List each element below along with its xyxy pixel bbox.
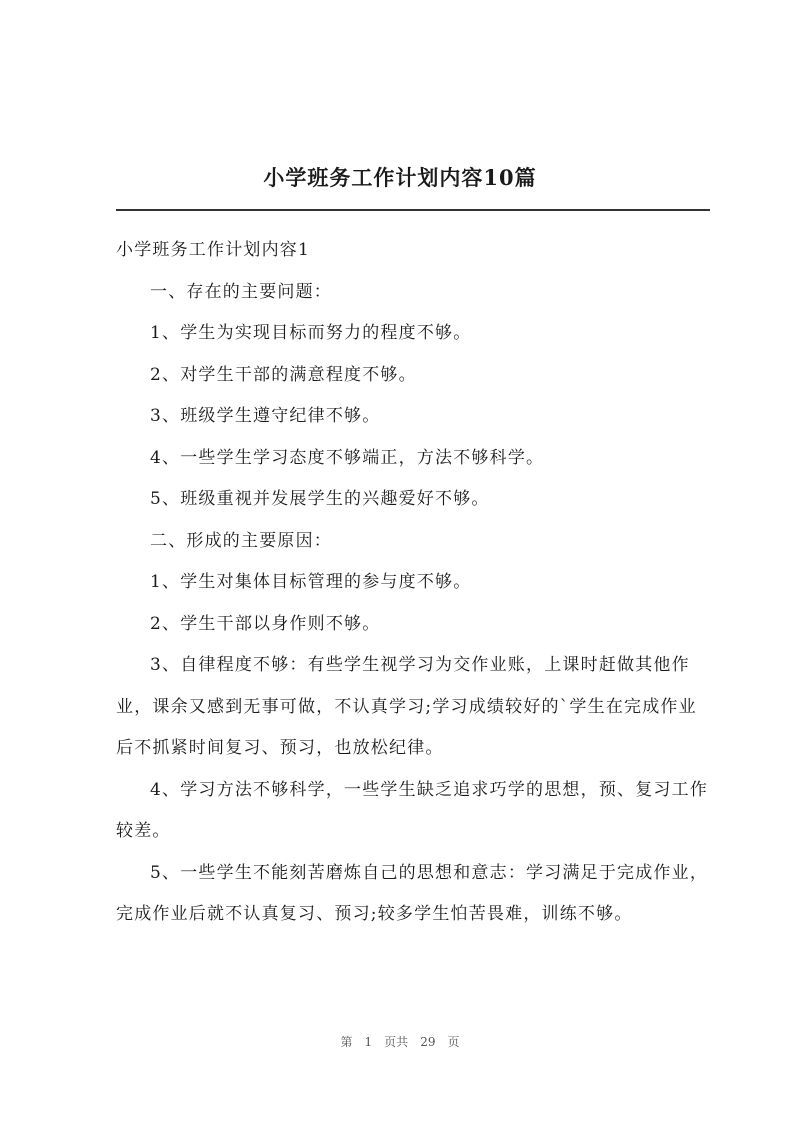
footer-prefix: 第 [340,1035,353,1049]
footer-suffix: 页 [447,1035,460,1049]
paragraph: 3、班级学生遵守纪律不够。 [150,406,381,426]
document-body [116,230,710,936]
paragraph: 二、形成的主要原因： [150,530,332,551]
paragraph: 5、一些学生不能刻苦磨炼自己的思想和意志：学习满足于完成作业，完成作业后就不认真复习、预习;较多学生怕苦畏难，训练不够。 [116,862,709,924]
paragraph: 2、对学生干部的满意程度不够。 [150,364,417,385]
paragraph: 2、学生干部以身作则不够。 [150,613,381,634]
footer-total-pages: 29 [420,1035,436,1049]
page-footer [0,1033,800,1050]
paragraph: 3、自律程度不够：有些学生视学习为交作业账，上课时赶做其他作业，课余又感到无事可做，不认真学习;学习成绩较好的`学生在完成作业后不抓紧时间复习、预习，也放松纪律。 [116,655,697,758]
section-heading: 小学班务工作计划内容1 [116,240,311,260]
paragraph: 4、学习方法不够科学，一些学生缺乏追求巧学的思想，预、复习工作较差。 [116,779,709,841]
title-divider [116,209,710,211]
paragraph: 1、学生对集体目标管理的参与度不够。 [150,572,472,592]
paragraph: 5、班级重视并发展学生的兴趣爱好不够。 [150,489,490,509]
document-title: 小学班务工作计划内容10篇 [263,165,537,190]
paragraph: 4、一些学生学习态度不够端正，方法不够科学。 [150,447,545,468]
footer-page-number: 1 [364,1035,373,1049]
paragraph: 一、存在的主要问题： [150,281,332,302]
footer-middle: 页共 [384,1035,409,1049]
paragraph: 1、学生为实现目标而努力的程度不够。 [150,323,472,343]
